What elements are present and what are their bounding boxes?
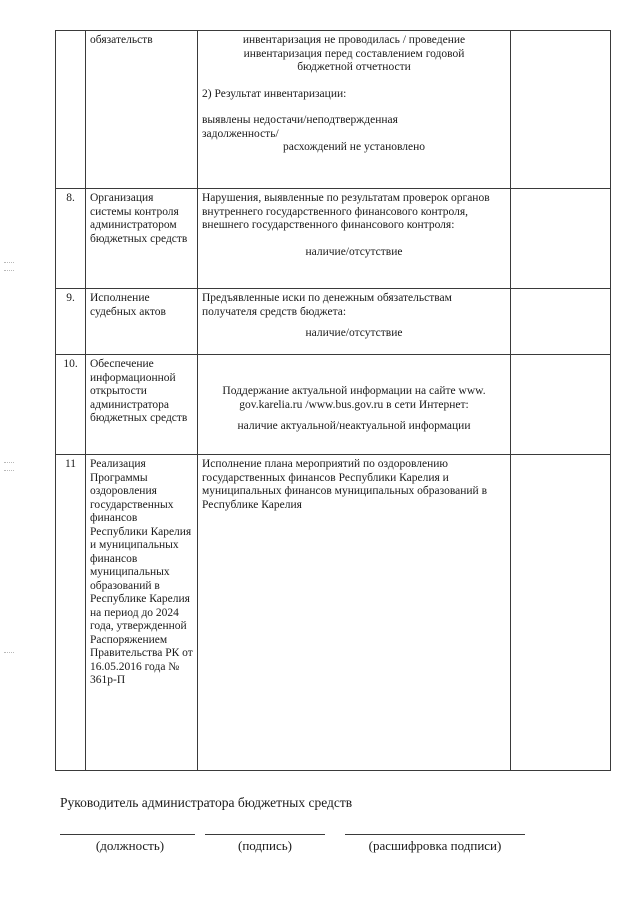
indicator-line: расхождений не установлено [282, 141, 425, 153]
score-cell [511, 31, 611, 189]
decoding-label: (расшифровка подписи) [368, 838, 502, 853]
binding-mark [4, 470, 14, 471]
criterion-cell: Реализация Программы оздоровления государственных финансов Республики Карелия и муниципальных финансов муниципальных образований в Республике Карелия на период до 2024 года, утвержденной Распоряжением Правительства РК от 16.05.2016 года № 361р-П [86, 455, 198, 771]
criterion-cell: Организация системы контроля администратором бюджетных средств [86, 189, 198, 289]
indicator-line: бюджетной отчетности [297, 61, 411, 73]
table-row [56, 289, 611, 355]
indicator-cell [198, 455, 511, 771]
binding-mark [4, 652, 14, 653]
table-row [56, 355, 611, 455]
binding-mark [4, 262, 14, 263]
indicator-line: инвентаризация не проводилась / проведение [242, 34, 466, 46]
table-row [56, 455, 611, 771]
indicator-text: Предъявленные иски по денежным обязательствам получателя средств бюджета: [202, 292, 452, 318]
row-number: 8. [56, 189, 86, 289]
row-number: 9. [56, 289, 86, 355]
indicator-line: задолженность/ [202, 127, 279, 140]
table-row [56, 189, 611, 289]
binding-mark [4, 462, 14, 463]
indicator-line: инвентаризация перед составлением годовой [243, 47, 465, 60]
criterion-cell: обязательств [86, 31, 198, 189]
criteria-table [55, 30, 611, 771]
indicator-value: наличие/отсутствие [305, 327, 403, 339]
indicator-cell [198, 31, 511, 189]
binding-mark [4, 270, 14, 271]
row-number: 11 [56, 455, 86, 771]
indicator-line: gov.karelia.ru /www.bus.gov.ru в сети Интернет: [239, 398, 469, 411]
signature-label: (подпись) [238, 838, 292, 853]
indicator-value: наличие актуальной/неактуальной информации [237, 420, 471, 432]
score-cell [511, 355, 611, 455]
indicator-line: 2) Результат инвентаризации: [202, 87, 347, 100]
score-cell [511, 189, 611, 289]
indicator-cell [198, 289, 511, 355]
signature-line [205, 834, 325, 835]
indicator-text: Нарушения, выявленные по результатам проверок органов внутреннего государственного финансового контроля, внешнего государственного финансового контроля: [202, 192, 490, 231]
table-row [56, 31, 611, 189]
score-cell [511, 289, 611, 355]
indicator-text: Исполнение плана мероприятий по оздоровлению государственных финансов Республики Карелия и муниципальных финансов муниципальных образований в Республике Карелия [202, 458, 487, 511]
row-number [56, 31, 86, 189]
criterion-cell: Исполнение судебных актов [86, 289, 198, 355]
score-cell [511, 455, 611, 771]
criterion-cell: Обеспечение информационной открытости администратора бюджетных средств [86, 355, 198, 455]
position-line [60, 834, 195, 835]
signature-title: Руководитель администратора бюджетных средств [60, 795, 353, 810]
indicator-value: наличие/отсутствие [305, 245, 403, 258]
row-number: 10. [56, 355, 86, 455]
indicator-cell [198, 189, 511, 289]
indicator-line: выявлены недостачи/неподтвержденная [202, 114, 398, 126]
decoding-line [345, 834, 525, 835]
indicator-cell [198, 355, 511, 455]
position-label: (должность) [95, 838, 165, 853]
indicator-line: Поддержание актуальной информации на сайте www. [222, 385, 486, 397]
